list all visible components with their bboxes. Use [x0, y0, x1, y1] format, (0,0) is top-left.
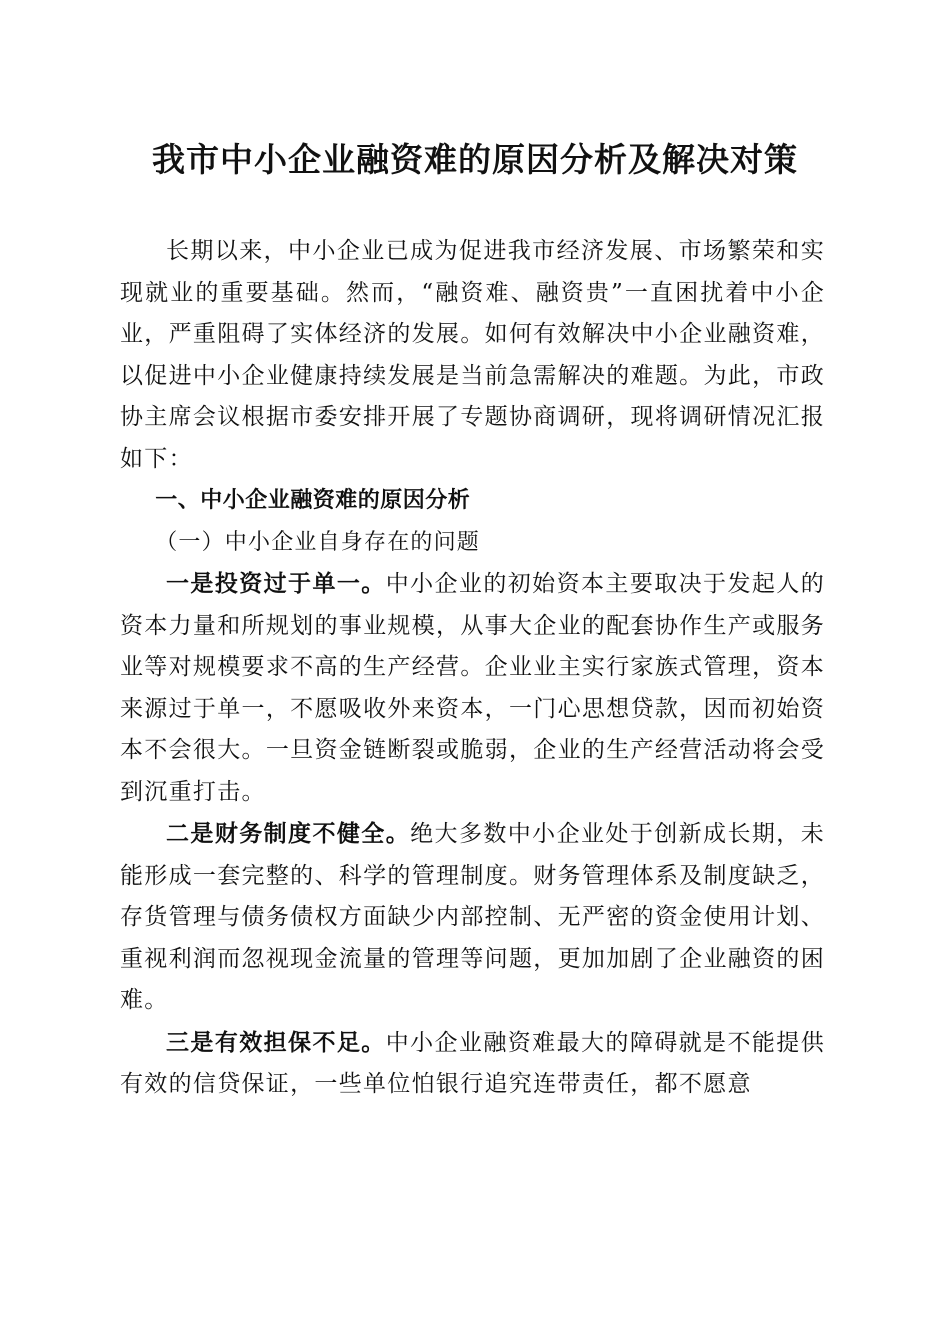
- point-text-3: 中小企业融资难最大的障碍就是不能提供有效的信贷保证，一些单位怕银行追究连带责任，都不愿意: [120, 1029, 825, 1097]
- point-text-2: 绝大多数中小企业处于创新成长期，未能形成一套完整的、科学的管理制度。财务管理体系及制度缺乏，存货管理与债务债权方面缺少内部控制、无严密的资金使用计划、重视利润而忽视现金流量的管理等问题，更加加剧了企业融资的困难。: [120, 821, 826, 1013]
- point-lead-1: 一是投资过于单一。: [166, 570, 386, 597]
- point-lead-3: 三是有效担保不足。: [166, 1028, 386, 1056]
- point-paragraph-2: [120, 813, 825, 1022]
- subsection-heading: （一）中小企业自身存在的问题: [155, 529, 480, 555]
- point-paragraph-1: [120, 563, 825, 813]
- point-text-1: 中小企业的初始资本主要取决于发起人的资本力量和所规划的事业规模，从事大企业的配套协作生产或服务业等对规模要求不高的生产经营。企业业主实行家族式管理，资本来源过于单一，不愿吸收外来资本，一门心思想贷款，因而初始资本不会很大。一旦资金链断裂或脆弱，企业的生产经营活动将会受到沉重打击。: [120, 571, 825, 805]
- intro-paragraph: 长期以来，中小企业已成为促进我市经济发展、市场繁荣和实现就业的重要基础。然而，“融资难、融资贵”一直困扰着中小企业，严重阻碍了实体经济的发展。如何有效解决中小企业融资难，以促进中小企业健康持续发展是当前急需解决的难题。为此，市政协主席会议根据市委安排开展了专题协商调研，现将调研情况汇报如下：: [120, 238, 825, 472]
- document-body: [120, 231, 825, 1106]
- section-heading: 一、中小企业融资难的原因分析: [155, 488, 471, 513]
- point-lead-2: 二是财务制度不健全。: [166, 820, 411, 847]
- point-paragraph-3: [120, 1022, 825, 1106]
- document-title: 我市中小企业融资难的原因分析及解决对策: [152, 140, 798, 179]
